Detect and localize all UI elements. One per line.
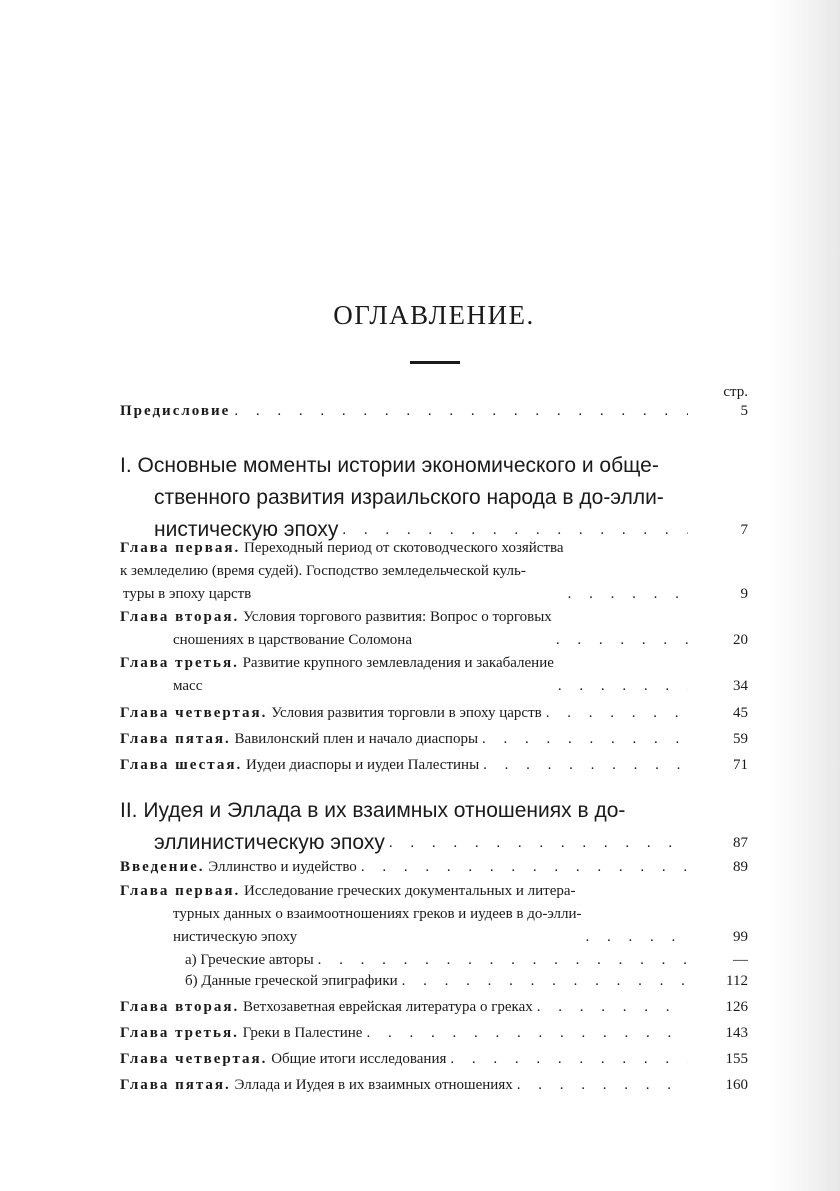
dot-leader	[483, 754, 688, 777]
part-numeral: II.	[120, 799, 138, 822]
page-number: 5	[740, 403, 748, 419]
preface-label: Предисловие	[120, 403, 231, 419]
page-number: 160	[725, 1077, 748, 1093]
page-number: 59	[733, 731, 748, 747]
toc-entry-chapter-2-1[interactable]	[120, 880, 748, 949]
chapter-label: Глава шестая.	[120, 757, 243, 773]
chapter-label: Глава третья.	[120, 1025, 239, 1041]
dot-leader	[361, 856, 688, 879]
page-number: 155	[725, 1051, 748, 1067]
chapter-label: Глава четвертая.	[120, 1051, 268, 1067]
chapter-line	[120, 702, 542, 725]
chapter-title: Условия развития торговли в эпоху царств	[271, 705, 542, 721]
chapter-text	[120, 606, 552, 652]
dot-leader	[586, 926, 688, 949]
part-numeral: I.	[120, 454, 132, 477]
dot-leader	[556, 629, 688, 652]
toc-entry-preface[interactable]	[120, 400, 748, 423]
chapter-line: туры в эпоху царств	[123, 586, 252, 602]
toc-entry-chapter-1-1[interactable]	[120, 537, 748, 606]
title-rule	[410, 361, 460, 364]
chapter-line	[120, 996, 533, 1019]
dot-leader	[450, 1048, 688, 1071]
dot-leader	[517, 1074, 688, 1097]
chapter-line	[120, 1022, 362, 1045]
chapter-title: Вавилонский плен и начало диаспоры	[234, 731, 479, 747]
chapter-title: Греки в Палестине	[242, 1025, 363, 1041]
part-title-text: нистическую эпоху	[154, 518, 339, 541]
page-number: 89	[733, 859, 748, 875]
toc-entry-chapter-1-2[interactable]	[120, 606, 748, 652]
part-title-line-last	[120, 827, 748, 859]
chapter-line	[120, 537, 564, 560]
chapter-line	[120, 754, 479, 777]
chapter-title: Ветхозаветная еврейская литература о греках	[242, 999, 533, 1015]
toc-entry-chapter-1-6[interactable]	[120, 754, 748, 777]
chapter-text	[120, 1048, 446, 1071]
chapter-label: Глава первая.	[120, 540, 241, 556]
chapter-line: турных данных о взаимоотношениях греков и иудеев в до-элли-	[173, 906, 582, 922]
page-number: 71	[733, 757, 748, 773]
chapter-title: Общие итоги исследования	[271, 1051, 447, 1067]
dot-leader	[234, 400, 688, 423]
chapter-line	[120, 880, 582, 903]
chapter-label: Введение.	[120, 859, 205, 875]
page-number: 126	[725, 999, 748, 1015]
dot-leader	[568, 583, 688, 606]
chapter-title: Эллинство и иудейство	[208, 859, 357, 875]
chapter-label: Глава вторая.	[120, 609, 240, 625]
chapter-label: Глава пятая.	[120, 1077, 231, 1093]
dot-leader	[558, 675, 688, 698]
part-title-line	[120, 450, 748, 482]
page-number: 7	[740, 522, 748, 538]
dot-leader	[546, 702, 688, 725]
toc-entry-chapter-1-3[interactable]	[120, 652, 748, 698]
page-title: ОГЛАВЛЕНИЕ.	[333, 300, 535, 330]
part-heading-1[interactable]	[120, 450, 748, 546]
page-number: 9	[740, 586, 748, 602]
toc-entry-chapter-1-5[interactable]	[120, 728, 748, 751]
toc-entry-introduction[interactable]	[120, 856, 748, 879]
chapter-line	[120, 856, 357, 879]
dot-leader	[366, 1022, 688, 1045]
chapter-line	[120, 606, 552, 629]
chapter-text	[120, 537, 564, 606]
chapter-title: Исследование греческих документальных и литера-	[243, 883, 576, 899]
chapter-line	[120, 1048, 446, 1071]
toc-entry-chapter-2-4[interactable]	[120, 1048, 748, 1071]
page-number: —	[733, 952, 748, 968]
chapter-line: нистическую эпоху	[173, 929, 298, 945]
chapter-text	[120, 702, 542, 725]
part-title-text: эллинистическую эпоху	[154, 831, 385, 854]
chapter-label: Глава третья.	[120, 655, 239, 671]
subsection-label: б) Данные греческой эпиграфики	[185, 973, 398, 989]
chapter-line: масс	[173, 678, 203, 694]
page-number: 20	[733, 632, 748, 648]
toc-entry-chapter-2-5[interactable]	[120, 1074, 748, 1097]
chapter-text	[120, 880, 582, 949]
page-number: 45	[733, 705, 748, 721]
chapter-text	[120, 856, 357, 879]
chapter-title: Условия торгового развития: Вопрос о торговых	[242, 609, 552, 625]
part-heading-2[interactable]	[120, 795, 748, 859]
chapter-title: Переходный период от скотоводческого хозяйства	[243, 540, 564, 556]
chapter-line	[120, 728, 478, 751]
part-title-text: Иудея и Эллада в их взаимных отношениях в до-	[143, 799, 626, 822]
chapter-line: сношениях в царствование Соломона	[173, 632, 412, 648]
scan-edge-shade	[770, 0, 840, 1191]
page-number: 99	[733, 929, 748, 945]
page-number: 87	[733, 835, 748, 851]
toc-entry-chapter-2-3[interactable]	[120, 1022, 748, 1045]
dot-leader	[537, 996, 688, 1019]
chapter-label: Глава вторая.	[120, 999, 240, 1015]
chapter-text	[120, 652, 554, 698]
page-number: 34	[733, 678, 748, 694]
chapter-title: Эллада и Иудея в их взаимных отношениях	[234, 1077, 513, 1093]
dot-leader	[318, 949, 688, 972]
dot-leader	[402, 970, 688, 993]
toc-subsection-b[interactable]	[185, 970, 748, 993]
chapter-text	[120, 728, 478, 751]
page-number: 112	[726, 973, 748, 989]
part-title-line: ственного развития израильского народа в до-элли-	[154, 486, 664, 509]
dot-leader	[389, 827, 688, 859]
toc-entry-chapter-1-4[interactable]	[120, 702, 748, 725]
chapter-label: Глава четвертая.	[120, 705, 268, 721]
chapter-label: Глава пятая.	[120, 731, 231, 747]
dot-leader	[482, 728, 688, 751]
page-number: 143	[725, 1025, 748, 1041]
chapter-text	[120, 1022, 362, 1045]
chapter-line	[120, 1074, 513, 1097]
chapter-title: Развитие крупного землевладения и закабаление	[242, 655, 554, 671]
chapter-label: Глава первая.	[120, 883, 241, 899]
subsection-label: а) Греческие авторы	[185, 952, 314, 968]
part-title-line	[120, 795, 748, 827]
toc-entry-chapter-2-2[interactable]	[120, 996, 748, 1019]
toc-subsection-a[interactable]	[185, 949, 748, 972]
page-column-header: стр.	[723, 384, 748, 400]
chapter-text	[120, 1074, 513, 1097]
part-title-text: Основные моменты истории экономического и обще-	[137, 454, 659, 477]
chapter-text	[120, 996, 533, 1019]
chapter-line: к земледелию (время судей). Господство земледельческой куль-	[120, 563, 526, 579]
chapter-title: Иудеи диаспоры и иудеи Палестины	[245, 757, 480, 773]
chapter-line	[120, 652, 554, 675]
chapter-text	[120, 754, 479, 777]
